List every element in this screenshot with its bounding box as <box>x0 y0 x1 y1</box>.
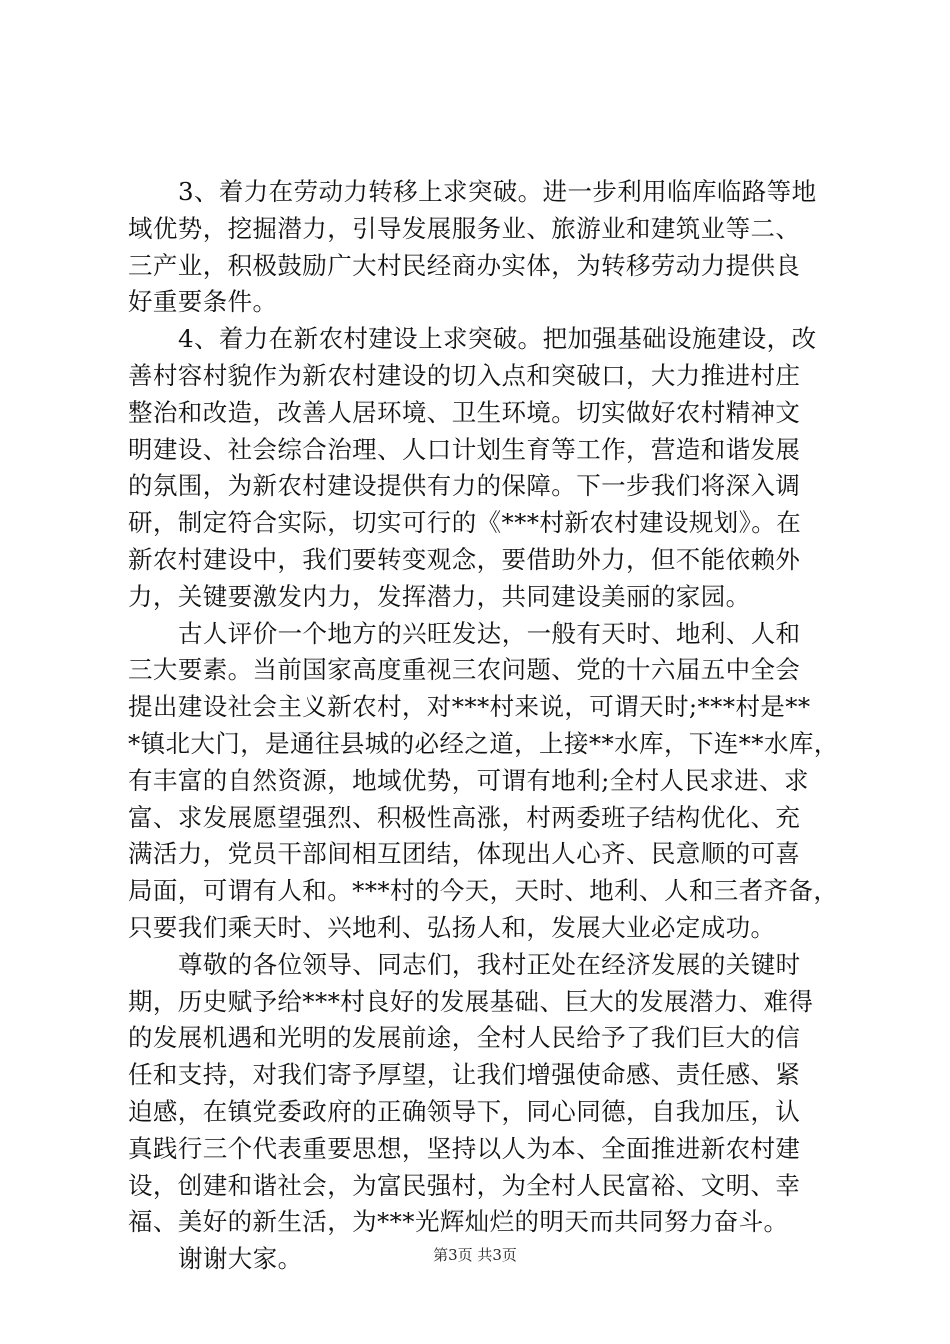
text-line: 新农村建设中，我们要转变观念，要借助外力，但不能依赖外 <box>128 544 801 574</box>
text-line: *镇北大门，是通往县城的必经之道，上接**水库，下连**水库， <box>128 728 839 758</box>
text-line: 善村容村貌作为新农村建设的切入点和突破口，大力推进村庄 <box>128 360 801 390</box>
text-line: 福、美好的新生活，为***光辉灿烂的明天而共同努力奋斗。 <box>128 1207 789 1237</box>
text-line: 研，制定符合实际，切实可行的《***村新农村建设规划》。在 <box>128 508 802 538</box>
text-line: 力，关键要激发内力，发挥潜力，共同建设美丽的家园。 <box>128 581 751 611</box>
text-line: 只要我们乘天时、兴地利、弘扬人和，发展大业必定成功。 <box>128 912 776 942</box>
paragraph-new-countryside <box>128 321 828 615</box>
text-line: 好重要条件。 <box>128 287 278 317</box>
text-line: 谢谢大家。 <box>178 1244 303 1274</box>
text-line: 3、着力在劳动力转移上求突破。进一步利用临库临路等地 <box>178 177 817 206</box>
page-number-footer: 第3页 共3页 <box>433 1246 517 1264</box>
text-line: 有丰富的自然资源，地域优势，可谓有地利;全村人民求进、求 <box>128 765 809 795</box>
text-line: 的氛围，为新农村建设提供有力的保障。下一步我们将深入调 <box>128 471 801 501</box>
text-line: 设，创建和谐社会，为富民强村，为全村人民富裕、文明、幸 <box>128 1170 801 1200</box>
text-line: 的发展机遇和光明的发展前途，全村人民给予了我们巨大的信 <box>128 1023 801 1053</box>
paragraph-labor-transfer <box>128 174 828 321</box>
text-line: 三大要素。当前国家高度重视三农问题、党的十六届五中全会 <box>128 655 801 685</box>
text-line: 期，历史赋予给***村良好的发展基础、巨大的发展潜力、难得 <box>128 986 814 1016</box>
paragraph-closing-appeal <box>128 947 828 1241</box>
text-line: 真践行三个代表重要思想，坚持以人为本、全面推进新农村建 <box>128 1133 801 1163</box>
text-line: 富、求发展愿望强烈、积极性高涨，村两委班子结构优化、充 <box>128 802 801 832</box>
text-line: 局面，可谓有人和。***村的今天，天时、地利、人和三者齐备， <box>128 876 839 906</box>
text-line: 提出建设社会主义新农村，对***村来说，可谓天时;***村是** <box>128 692 811 722</box>
text-line: 4、着力在新农村建设上求突破。把加强基础设施建设，改 <box>178 324 817 354</box>
paragraph-heaven-earth-people <box>128 616 839 947</box>
text-line: 任和支持，对我们寄予厚望，让我们增强使命感、责任感、紧 <box>128 1060 801 1090</box>
text-line: 迫感，在镇党委政府的正确领导下，同心同德，自我加压，认 <box>128 1096 801 1126</box>
document-body <box>128 174 839 1278</box>
text-line: 明建设、社会综合治理、人口计划生育等工作，营造和谐发展 <box>128 434 801 464</box>
text-line: 三产业，积极鼓励广大村民经商办实体，为转移劳动力提供良 <box>128 250 801 280</box>
text-line: 古人评价一个地方的兴旺发达，一般有天时、地利、人和 <box>178 618 801 648</box>
text-line: 域优势，挖掘潜力，引导发展服务业、旅游业和建筑业等二、 <box>128 213 801 243</box>
text-line: 满活力，党员干部间相互团结，体现出人心齐、民意顺的可喜 <box>128 839 801 869</box>
text-line: 整治和改造，改善人居环境、卫生环境。切实做好农村精神文 <box>128 397 801 427</box>
text-line: 尊敬的各位领导、同志们，我村正处在经济发展的关键时 <box>178 949 801 979</box>
